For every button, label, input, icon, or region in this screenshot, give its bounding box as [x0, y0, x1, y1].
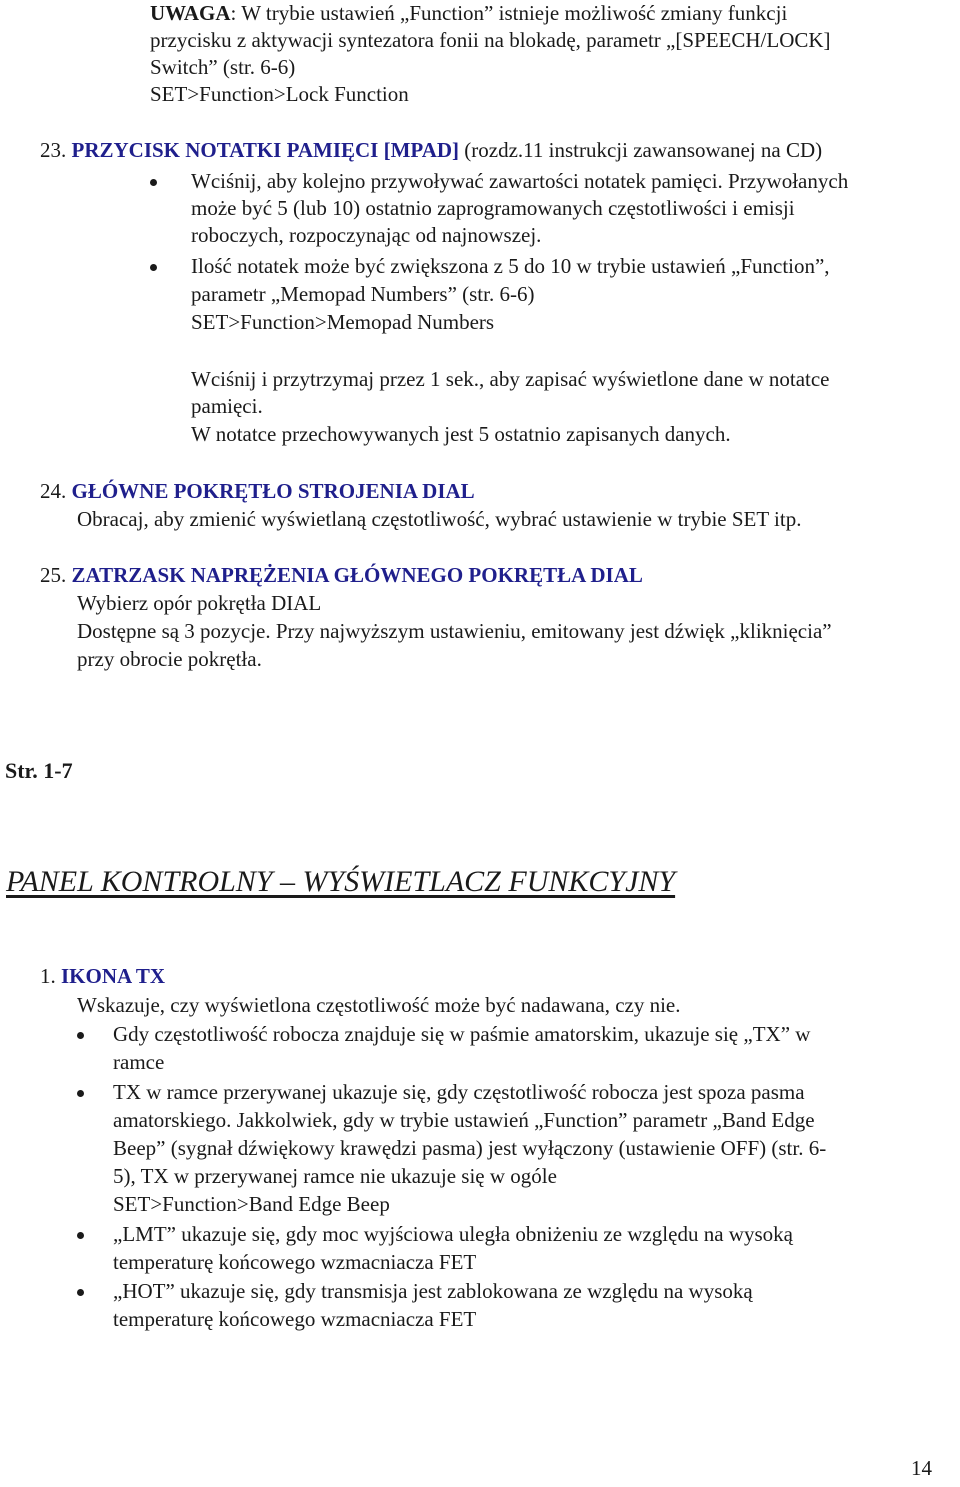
item25-line2: Dostępne są 3 pozycje. Przy najwyższym ustawieniu, emitowany jest dźwięk „kliknięcia” — [77, 619, 832, 643]
item1-bullet2-line2: amatorskiego. Jakkolwiek, gdy w trybie ustawień „Function” parametr „Band Edge — [113, 1108, 815, 1132]
item24-number: 24. — [40, 479, 67, 503]
item1-bullet2-line4: 5), TX w przerywanej ramce nie ukazuje się w ogóle — [113, 1164, 557, 1188]
note-line-3: Switch” (str. 6-6) — [150, 55, 296, 79]
item1-bullet3-line2: temperaturę końcowego wzmacniacza FET — [113, 1250, 477, 1274]
item1-bullet4-line2: temperaturę końcowego wzmacniacza FET — [113, 1307, 477, 1331]
note-label: UWAGA — [150, 1, 231, 25]
item24-title: GŁÓWNE POKRĘTŁO STROJENIA DIAL — [71, 479, 475, 503]
item1-bullet2-line1: TX w ramce przerywanej ukazuje się, gdy częstotliwość robocza jest spoza pasma — [113, 1080, 805, 1104]
bullet-dot — [77, 1289, 84, 1296]
item1-heading — [40, 963, 165, 990]
page-reference: Str. 1-7 — [5, 758, 73, 783]
note-line-1 — [150, 0, 787, 27]
item1-title: IKONA TX — [61, 964, 166, 988]
bullet-dot — [77, 1032, 84, 1039]
item24-heading — [40, 478, 475, 505]
item23-bullet1-line1: Wciśnij, aby kolejno przywoływać zawartości notatek pamięci. Przywołanych — [191, 169, 849, 193]
section-title: PANEL KONTROLNY – WYŚWIETLACZ FUNKCYJNY — [6, 865, 676, 898]
note-line-2: przycisku z aktywacji syntezatora fonii na blokadę, parametr „[SPEECH/LOCK] — [150, 28, 831, 52]
bullet-dot — [150, 179, 157, 186]
item23-number: 23. — [40, 138, 67, 162]
item23-bullet2-line1: Ilość notatek może być zwiększona z 5 do 10 w trybie ustawień „Function”, — [191, 254, 830, 278]
item23-bullet2-line2: parametr „Memopad Numbers” (str. 6-6) — [191, 282, 535, 306]
item23-bullet1-line2: może być 5 (lub 10) ostatnio zaprogramowanych częstotliwości i emisji — [191, 196, 795, 220]
item24-text: Obracaj, aby zmienić wyświetlaną częstotliwość, wybrać ustawienie w trybie SET itp. — [77, 507, 802, 531]
bullet-dot — [77, 1090, 84, 1097]
item23-title: PRZYCISK NOTATKI PAMIĘCI [MPAD] — [71, 138, 460, 162]
item23-hold-line2: pamięci. — [191, 394, 263, 418]
item25-number: 25. — [40, 563, 67, 587]
item1-bullet1-line2: ramce — [113, 1050, 165, 1074]
item1-bullet2-line5: SET>Function>Band Edge Beep — [113, 1192, 390, 1216]
item25-line3: przy obrocie pokrętła. — [77, 647, 262, 671]
item1-bullet3-line1: „LMT” ukazuje się, gdy moc wyjściowa uległa obniżeniu ze względu na wysoką — [113, 1222, 793, 1246]
bullet-dot — [150, 264, 157, 271]
item25-title: ZATRZASK NAPRĘŻENIA GŁÓWNEGO POKRĘTŁA DIAL — [71, 563, 643, 587]
item1-bullet2-line3: Beep” (sygnał dźwiękowy krawędzi pasma) jest wyłączony (ustawienie OFF) (str. 6- — [113, 1136, 827, 1160]
item1-intro: Wskazuje, czy wyświetlona częstotliwość może być nadawana, czy nie. — [77, 993, 681, 1017]
item23-ref: (rozdz.11 instrukcji zawansowanej na CD) — [459, 138, 823, 162]
bullet-dot — [77, 1232, 84, 1239]
note-line-4: SET>Function>Lock Function — [150, 82, 409, 106]
item23-heading — [40, 137, 822, 164]
item1-number: 1. — [40, 964, 56, 988]
page-number: 14 — [911, 1456, 932, 1480]
item23-bullet1-line3: roboczych, rozpoczynając od najnowszej. — [191, 223, 542, 247]
item23-hold-line3: W notatce przechowywanych jest 5 ostatnio zapisanych danych. — [191, 422, 731, 446]
item1-bullet1-line1: Gdy częstotliwość robocza znajduje się w paśmie amatorskim, ukazuje się „TX” w — [113, 1022, 811, 1046]
item25-heading — [40, 562, 643, 589]
item23-hold-line1: Wciśnij i przytrzymaj przez 1 sek., aby zapisać wyświetlone dane w notatce — [191, 367, 830, 391]
item25-line1: Wybierz opór pokrętła DIAL — [77, 591, 322, 615]
item1-bullet4-line1: „HOT” ukazuje się, gdy transmisja jest zablokowana ze względu na wysoką — [113, 1279, 753, 1303]
item23-bullet2-line3: SET>Function>Memopad Numbers — [191, 310, 495, 334]
note-text: : W trybie ustawień „Function” istnieje możliwość zmiany funkcji — [230, 1, 788, 25]
